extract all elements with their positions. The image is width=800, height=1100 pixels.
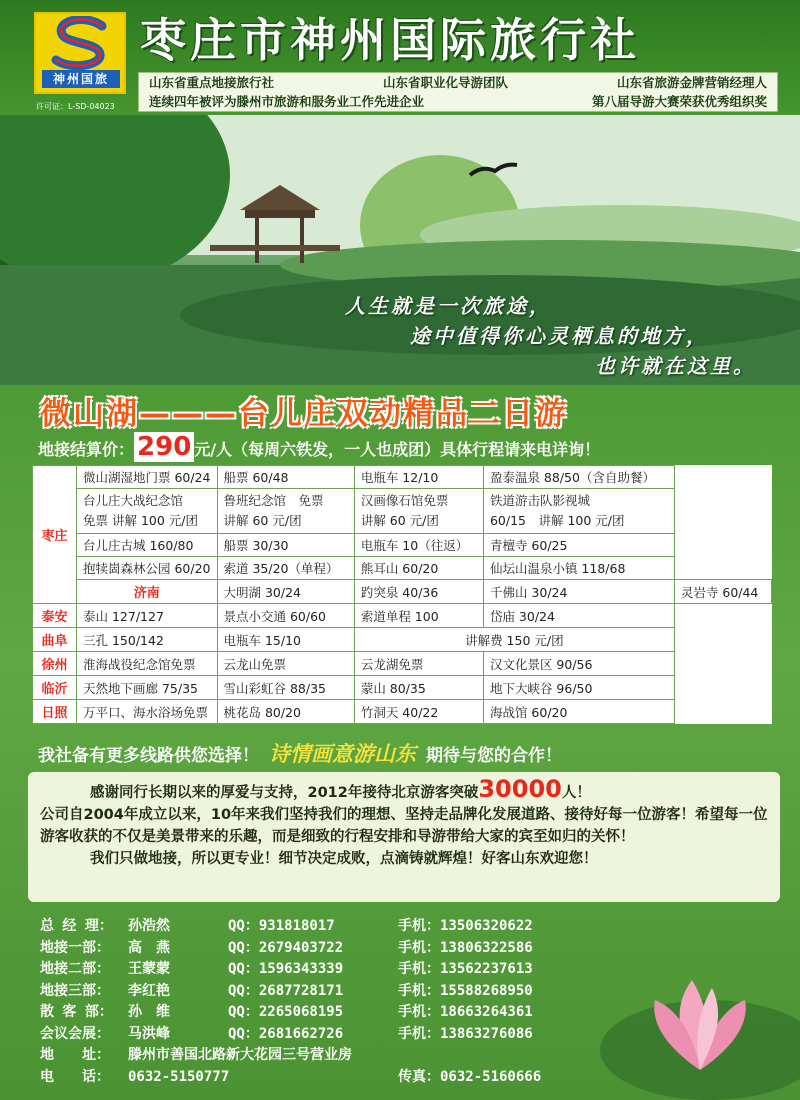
city-label: 曲阜 [33,628,77,652]
honors-box [138,72,778,112]
city-label: 临沂 [33,676,77,700]
thanks-text: 感谢同行长期以来的厚爱与支持，2012年接待北京游客突破 [90,785,479,801]
ticket-cell: 云龙山免票 [217,652,354,676]
lake-photo [0,115,800,385]
ticket-cell: 汉文化景区 90/56 [483,652,674,676]
more-routes-line [38,738,562,768]
contact-row [40,981,580,1003]
phone-row [40,1067,580,1089]
contact-dept: 散 客 部： [40,1004,113,1020]
address-row [40,1045,580,1067]
ticket-cell: 讲解费 150 元/团 [354,628,674,652]
ticket-cell: 铁道游击队影视城 60/15 讲解 100 元/团 [483,489,674,534]
ticket-cell: 千佛山 30/24 [483,580,674,604]
ticket-cell: 台儿庄大战纪念馆 免票 讲解 100 元/团 [77,489,218,534]
cooperation-text: 期待与您的合作！ [426,746,562,766]
ticket-cell: 泰山 127/127 [77,604,218,628]
contact-name: 孙 维 [128,1004,170,1020]
tourist-count: 30000 [478,775,562,803]
table-row [33,628,772,652]
table-row [33,534,772,557]
ticket-cell: 熊耳山 60/20 [354,557,483,580]
ticket-cell: 淮海战役纪念馆免票 [77,652,218,676]
contact-dept: 地接三部： [40,982,110,999]
license-number: 许可证：L-SD-04023 [36,102,115,111]
contact-mobile: 手机：13506320622 [398,918,533,934]
ticket-cell: 电瓶车 15/10 [217,628,354,652]
contact-row [40,916,580,938]
table-row [33,676,772,700]
ticket-cell: 抱犊崮森林公园 60/20 [77,557,218,580]
phone-value: 0632-5150777 [128,1068,230,1085]
ticket-cell: 台儿庄古城 160/80 [77,534,218,557]
ticket-price-table [32,465,772,724]
ticket-cell: 大明湖 30/24 [217,580,354,604]
fax-label: 传真： [398,1068,440,1085]
contact-dept: 会议会展： [40,1025,110,1042]
price-line [38,432,600,462]
ticket-cell: 蒙山 80/35 [354,676,483,700]
ticket-cell: 雪山彩虹谷 88/35 [217,676,354,700]
honor-item: 山东省旅游金牌营销经理人 [616,75,767,90]
ticket-cell: 灵岩寺 60/44 [674,580,771,604]
agency-title: 枣庄市神州国际旅行社 [140,13,640,67]
contact-qq: QQ：2687728171 [228,982,344,999]
ticket-cell: 地下大峡谷 96/50 [483,676,674,700]
logo-text: 神州国旅 [42,70,120,88]
city-label: 枣庄 [33,466,77,604]
more-routes-text: 我社备有更多线路供您选择！ [38,746,259,766]
ticket-cell: 天然地下画廊 75/35 [77,676,218,700]
contact-mobile: 手机：15588268950 [398,982,533,999]
ticket-cell: 微山湖湿地门票 60/24 [77,466,218,489]
ticket-cell: 仙坛山温泉小镇 118/68 [483,557,674,580]
contact-list [40,916,580,1088]
city-label: 泰安 [33,604,77,628]
contact-qq: QQ：2679403722 [228,939,344,956]
thanks-unit: 人！ [561,785,591,801]
address-label: 地 址： [40,1047,110,1063]
ticket-cell: 景点小交通 60/60 [217,604,354,628]
closing-line: 我们只做地接，所以更专业！细节决定成败，点滴铸就辉煌！好客山东欢迎您！ [90,851,598,867]
contact-mobile: 手机：13562237613 [398,961,533,977]
ticket-cell: 汉画像石馆免票 讲解 60 元/团 [354,489,483,534]
ticket-cell: 电瓶车 12/10 [354,466,483,489]
ticket-cell: 青檀寺 60/25 [483,534,674,557]
city-label: 徐州 [33,652,77,676]
slogan: 诗情画意游山东 [269,741,416,766]
ticket-cell: 船票 30/30 [217,534,354,557]
ticket-cell: 海战馆 60/20 [483,700,674,724]
contact-qq: QQ：2681662726 [228,1025,344,1042]
contact-mobile: 手机：13806322586 [398,939,533,956]
ticket-cell: 三孔 150/142 [77,628,218,652]
contact-row [40,938,580,960]
phone-label: 电 话： [40,1068,110,1085]
contact-name: 王蒙蒙 [128,961,170,977]
city-label: 日照 [33,700,77,724]
ticket-cell: 盈泰温泉 88/50（含自助餐） [483,466,674,489]
header-banner [0,0,800,115]
ticket-cell: 鲁班纪念馆 免票 讲解 60 元/团 [217,489,354,534]
contact-row [40,959,580,981]
table-row [33,466,772,489]
contact-qq: QQ：1596343339 [228,961,344,977]
contact-name: 李红艳 [128,982,170,999]
table-row [33,580,772,604]
price-note: 元/人（每周六铁发，一人也成团）具体行程请来电详询！ [194,440,601,459]
company-intro: 公司自2004年成立以来，10年来我们坚持我们的理想、坚持走品牌化发展道路、接待好每一位游客！希望每一位游客收获的不仅是美景带来的乐趣，而是细致的行程安排和导游带给大家的宾至如归的关怀！ [40,807,768,845]
contact-qq: QQ：2265068195 [228,1004,344,1020]
honor-item: 连续四年被评为滕州市旅游和服务业工作先进企业 [149,94,425,109]
ticket-cell: 船票 60/48 [217,466,354,489]
fax-value: 0632-5160666 [440,1068,542,1085]
table-row [33,604,772,628]
thanks-line-1 [40,775,768,804]
ticket-cell: 岱庙 30/24 [483,604,674,628]
ticket-cell: 竹洞天 40/22 [354,700,483,724]
ticket-cell: 索道单程 100 [354,604,483,628]
contact-row [40,1002,580,1024]
price-value: 290 [134,432,194,462]
ticket-cell: 趵突泉 40/36 [354,580,483,604]
table-row [33,557,772,580]
honor-item: 山东省重点地接旅行社 [149,75,275,90]
tour-title: 微山湖———台儿庄双动精品二日游 [40,396,568,432]
poem-line-2: 途中值得你心灵栖息的地方， [410,324,709,348]
contact-row [40,1024,580,1046]
honors-line-2 [139,92,777,111]
price-label: 地接结算价： [38,440,135,459]
contact-dept: 总 经 理： [40,918,113,934]
contact-dept: 地接一部： [40,939,110,956]
contact-name: 高 燕 [128,939,170,956]
ticket-cell: 云龙湖免票 [354,652,483,676]
address-value: 滕州市善国北路新大花园三号营业房 [128,1047,352,1063]
ticket-cell: 电瓶车 10（往返） [354,534,483,557]
thanks-message-box [28,772,780,902]
contact-mobile: 手机：13863276086 [398,1025,533,1042]
contact-dept: 地接二部： [40,961,110,977]
honor-item: 山东省职业化导游团队 [382,75,508,90]
honor-item: 第八届导游大赛荣获优秀组织奖 [591,94,767,109]
contact-name: 马洪峰 [128,1025,170,1042]
contact-qq: QQ：931818017 [228,918,335,934]
poem-line-1: 人生就是一次旅途， [345,294,552,318]
city-label: 济南 [77,580,218,604]
poem-line-3: 也许就在这里。 [595,354,756,378]
contact-mobile: 手机：18663264361 [398,1004,533,1020]
ticket-cell: 桃花岛 80/20 [217,700,354,724]
ticket-cell: 万平口、海水浴场免票 [77,700,218,724]
lotus-flower-icon [600,900,800,1100]
ticket-cell: 索道 35/20（单程） [217,557,354,580]
table-row [33,700,772,724]
honors-line-1 [139,73,777,92]
s-logo-icon [46,16,116,72]
agency-logo [34,12,126,94]
contact-name: 孙浩然 [128,918,170,934]
table-row [33,652,772,676]
